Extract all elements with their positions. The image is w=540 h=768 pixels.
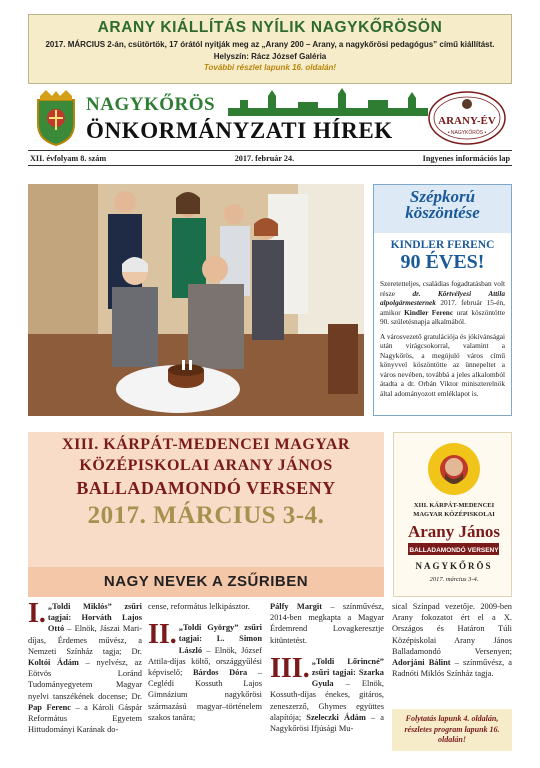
banner-title: ARANY KIÁLLÍTÁS NYÍLIK NAGYKŐRÖSÖN	[97, 19, 443, 36]
svg-text:MAGYAR KÖZÉPISKOLAI: MAGYAR KÖZÉPISKOLAI	[413, 511, 495, 518]
arany-ev-seal-logo	[426, 90, 508, 146]
banner-line-2: Helyszín: Rácz József Galéria	[213, 52, 327, 61]
issue-info-bar	[28, 150, 512, 166]
town-crest-icon	[32, 90, 80, 146]
issue-number: XII. évfolyam 8. szám	[30, 153, 107, 163]
paper-title: ÖNKORMÁNYZATI HÍREK	[86, 118, 393, 143]
svg-text:ARANY-ÉV: ARANY-ÉV	[438, 115, 496, 127]
roman-numeral-1: I.	[28, 598, 46, 629]
roman-numeral-3: III.	[270, 652, 310, 684]
article-column-1: I. „Toldi Miklós” zsűri tagjai: Horváth Lajos Ottó – Elnök, Jászai Mari-díjas, Érdemes művész, a Nemzeti Színház tagja; Dr. Koltói Ádám – nyelvész, az Eötvös Loránd Tudományegyetem Magyar nyelvi tanszékének docense; Dr. Pap Ferenc – a Károli Gáspár Református Egyetem Hittudományi Karának do-	[28, 598, 142, 735]
contest-line-1: XIII. KÁRPÁT-MEDENCEI MAGYAR	[62, 436, 350, 453]
svg-text:2017. március 3-4.: 2017. március 3-4.	[429, 576, 479, 583]
celebration-photo	[28, 184, 364, 416]
greeting-title-2: köszöntése	[405, 203, 480, 222]
article-column-4: sical Színpad vezetője. 2009-ben Arany fokozatot ért el a X. Országos és Határon Túli Középiskolai Arany János Balladamondó Versenyen; Adorjáni Bálint – színművész, a Radnóti Miklós Színház tagja.	[392, 602, 513, 679]
svg-text:XIII. KÁRPÁT-MEDENCEI: XIII. KÁRPÁT-MEDENCEI	[413, 502, 495, 509]
article-column-3: Pálfy Margit – színművész, 2014-ben megkapta a Magyar Érdemrend Lovagkeresztje kitüntetést. III. „Toldi Lőrincné” zsűri tagjai: Szarka Gyula – Elnök, Kossuth-díjas énekes, gitáros, zeneszerző, Ghymes együttes alapítója; Szeleczki Ádám – a Nagykőrösi Ifjúsági Mu-	[270, 602, 384, 734]
top-banner	[28, 14, 512, 84]
town-skyline-icon	[228, 88, 428, 116]
svg-text:BALLADAMONDÓ VERSENY: BALLADAMONDÓ VERSENY	[409, 547, 499, 554]
greeting-paragraph-1: Szeretetteljes, családias fogadtatásban volt része dr. Körtvélyesi Attila alpolgármesternek 2017. február 15-én, amikor Kindler Ferenc urat köszöntötte 90. születésnapja alkalmából.	[380, 279, 505, 326]
svg-text:NAGYKŐRÖS: NAGYKŐRÖS	[415, 561, 493, 571]
greeting-title-1: Szépkorú	[409, 187, 476, 206]
masthead	[28, 88, 512, 148]
svg-text:• NAGYKŐRÖS •: • NAGYKŐRÖS •	[447, 130, 487, 136]
greeting-title-box	[374, 185, 511, 233]
svg-text:Arany János: Arany János	[407, 522, 501, 541]
banner-line-1: 2017. MÁRCIUS 2-án, csütörtök, 17 órától nyitják meg az „Arany 200 – Arany, a nagykőrösi pedagógus” című kiállítást.	[45, 40, 495, 49]
contest-line-2: KÖZÉPISKOLAI ARANY JÁNOS	[79, 457, 333, 474]
jury-headline: NAGY NEVEK A ZSŰRIBEN	[28, 567, 384, 597]
continuation-teaser: Folytatás lapunk 4. oldalán, részletes program lapunk 16. oldalán!	[392, 709, 512, 751]
contest-poster	[393, 432, 512, 597]
birthday-greeting-box	[373, 184, 512, 416]
banner-line-3: További részlet lapunk 16. oldalán!	[203, 63, 337, 72]
roman-numeral-2: II.	[148, 619, 177, 651]
issue-date: 2017. február 24.	[234, 153, 295, 163]
celebrant-age: 90 ÉVES!	[400, 251, 485, 273]
contest-headline-box	[28, 432, 384, 597]
greeting-paragraph-2: A városvezető gratulációja és jókívánságai után virágcsokorral, valamint a Nagykőrös, a megújuló város című könyvvel köszöntötte az ünnepeltet a város nevében, továbbá a jeles alkalomból átadta a dr. Orbán Viktor miniszterelnök által adományozott emléklapot is.	[380, 331, 505, 398]
article-column-2: cense, református lelkipásztor. II. „Toldi György” zsűri tagjai: L. Simon László – Elnök, József Attila-díjas költő, országgyűlési képviselő; Bárdos Dóra – Ceglédi Kossuth Lajos Gimnázium nagykőrösi származású magyar–történelem szakos tanára;	[148, 602, 262, 722]
contest-line-3: BALLADAMONDÓ VERSENY	[76, 478, 336, 498]
contest-date: 2017. MÁRCIUS 3-4.	[87, 502, 325, 529]
celebrant-name: KINDLER FERENC	[390, 239, 495, 251]
free-info-note: Ingyenes információs lap	[422, 153, 510, 163]
town-name: NAGYKŐRÖS	[86, 94, 216, 115]
